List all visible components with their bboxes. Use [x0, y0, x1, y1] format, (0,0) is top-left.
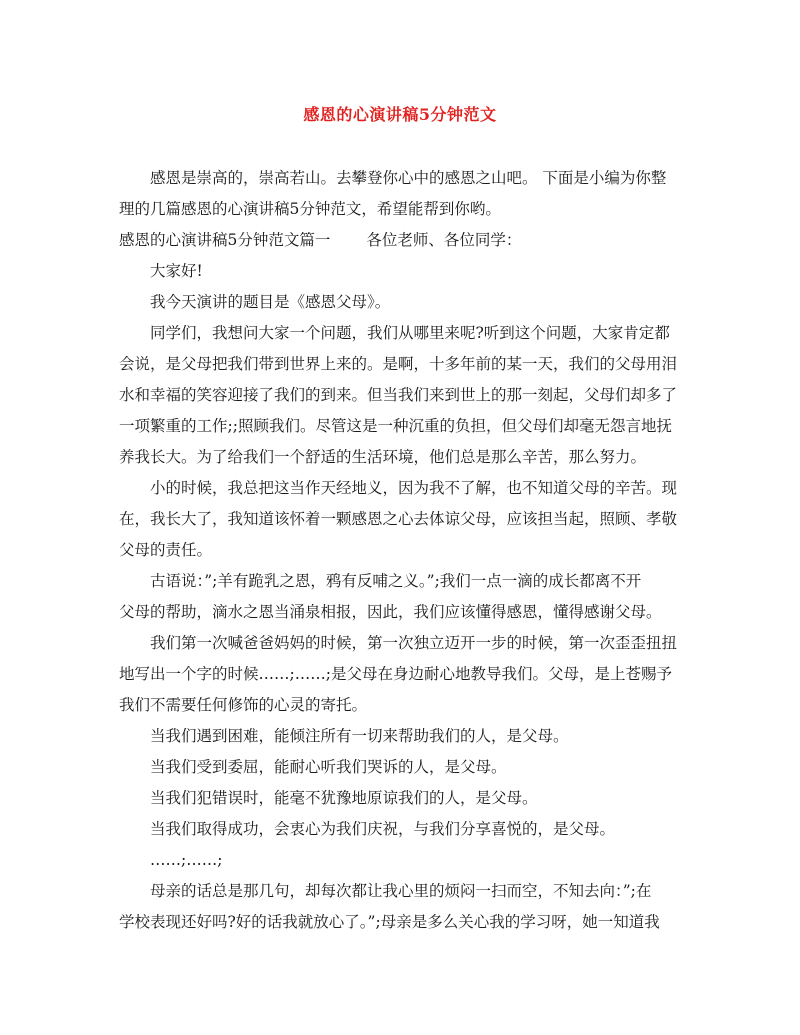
paragraph-line: 父母的责任。 — [119, 541, 213, 559]
paragraph-line: 当我们受到委屈，能耐心听我们哭诉的人，是父母。 — [150, 758, 507, 776]
paragraph-line: 当我们取得成功，会衷心为我们庆祝，与我们分享喜悦的，是父母。 — [150, 820, 616, 838]
paragraph-line: 大家好! — [150, 262, 203, 280]
paragraph-line: 会说，是父母把我们带到世界上来的。是啊，十多年前的某一天，我们的父母用泪 — [119, 355, 678, 373]
paragraph-line: ……;……; — [150, 851, 223, 869]
paragraph-line: 养我长大。为了给我们一个舒适的生活环境，他们总是那么辛苦，那么努力。 — [119, 448, 647, 466]
paragraph-line: 我们不需要任何修饰的心灵的寄托。 — [119, 696, 368, 714]
document-body — [119, 163, 689, 938]
paragraph-line: 水和幸福的笑容迎接了我们的到来。但当我们来到世上的那一刻起，父母们却多了 — [119, 386, 678, 404]
greeting-text: 各位老师、各位同学： — [366, 231, 522, 249]
paragraph-line: 同学们，我想问大家一个问题，我们从哪里来呢?听到这个问题，大家肯定都 — [150, 324, 670, 342]
paragraph-line: 当我们犯错误时，能毫不犹豫地原谅我们的人，是父母。 — [150, 789, 538, 807]
section-heading: 感恩的心演讲稿5分钟范文篇一 — [119, 231, 331, 249]
paragraph-line: 我们第一次喊爸爸妈妈的时候，第一次独立迈开一步的时候，第一次歪歪扭扭 — [150, 634, 678, 652]
paragraph-line: 父母的帮助，滴水之恩当涌泉相报，因此，我们应该懂得感恩，懂得感谢父母。 — [119, 603, 662, 621]
paragraph-line: 理的几篇感恩的心演讲稿5分钟范文，希望能帮到你哟。 — [119, 200, 501, 218]
paragraph-line: 感恩是崇高的，崇高若山。去攀登你心中的感恩之山吧。 下面是小编为你整 — [150, 169, 667, 187]
paragraph-line: 母亲的话总是那几句，却每次都让我心里的烦闷一扫而空，不知去向：”;在 — [150, 882, 652, 900]
paragraph-line: 一项繁重的工作;;照顾我们。尽管这是一种沉重的负担，但父母们却毫无怨言地抚 — [119, 417, 672, 435]
paragraph-line: 古语说：”;羊有跪乳之恩，鸦有反哺之义。”;我们一点一滴的成长都离不开 — [150, 572, 642, 590]
paragraph-line: 小的时候，我总把这当作天经地义，因为我不了解，也不知道父母的辛苦。现 — [150, 479, 678, 497]
section-heading-line — [119, 225, 689, 256]
paragraph-line: 学校表现还好吗?好的话我就放心了。”;母亲是多么关心我的学习呀，她一知道我 — [119, 913, 660, 931]
paragraph-line: 我今天演讲的题目是《感恩父母》。 — [150, 293, 391, 311]
paragraph-line: 当我们遇到困难，能倾注所有一切来帮助我们的人，是父母。 — [150, 727, 569, 745]
paragraph-line: 地写出一个字的时候……;……;是父母在身边耐心地教导我们。父母，是上苍赐予 — [119, 665, 672, 683]
paragraph-line: 在，我长大了，我知道该怀着一颗感恩之心去体谅父母，应该担当起，照顾、孝敬 — [119, 510, 678, 528]
document-title: 感恩的心演讲稿5分钟范文 — [303, 105, 497, 124]
